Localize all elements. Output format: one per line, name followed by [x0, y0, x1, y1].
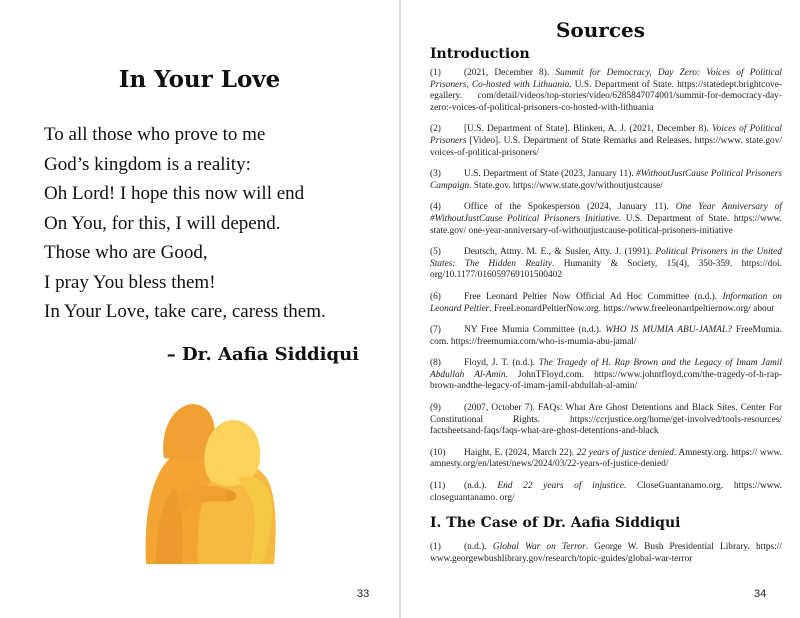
left-page — [0, 0, 399, 618]
section-heading: I. The Case of Dr. Aafia Siddiqui — [430, 515, 681, 531]
reference-item: (5) Deutsch, Attny. M. E., & Susler, Atty. J. (1991). Political Prisoners in the United States: The Hidden Reality. Humanity & Society, 15(4), 350-359. https://doi. org/10.1177/016059769101500402 — [430, 247, 782, 281]
reference-item: (1) (n.d.). Global War on Terror. George W. Bush Presidential Library. https:// www.georgewbushlibrary.gov/research/topic-guides/global-war-terror — [430, 542, 783, 564]
sources-title: Sources — [555, 18, 646, 42]
hand — [226, 491, 236, 501]
reference-item: (9) (2007, October 7). FAQs: What Are Ghost Detentions and Black Sites. Center For Constitutional Rights. https://ccrjustice.org/home/get-involved/tools-resources/ factsheetsand-faqs/faqs-what-are-ghost-detentions-and-black — [430, 403, 782, 437]
poem-line: In Your Love, take care, caress them. — [44, 301, 326, 322]
reference-item: (10) Haight, E. (2024, March 22). 22 years of justice denied. Amnesty.org. https:// www. amnesty.org/en/latest/news/2024/03/22-years-of-justice-denied/ — [430, 447, 782, 470]
reference-item: (8) Floyd, J. T. (n.d.). The Tragedy of H. Rap Brown and the Legacy of Imam Jamil Abdullah Al-Amin. JohnTFloyd.com. https://www.johntfloyd.com/the-tragedy-of-h-rap-brown-andthe-legacy-of-imam-jamil-abdullah-al-amin/ — [430, 358, 783, 392]
reference-list — [430, 68, 782, 514]
right-page — [401, 0, 800, 618]
poem-title: In Your Love — [118, 66, 281, 93]
reference-item: (2) [U.S. Department of State]. Blinken, A. J. (2021, December 8). Voices of Political Prisoners [Video]. U.S. Department of State Remarks and Releases. https://www. state.gov/ voices-of-political-prisoners/ — [430, 124, 782, 158]
poem-author: – Dr. Aafia Siddiqui — [166, 344, 359, 365]
poem-line: Oh Lord! I hope this now will end — [44, 183, 305, 204]
reference-item: (1) (2021, December 8). Summit for Democracy, Day Zero: Voices of Political Prisoners, Co-hosted with Lithuania. U.S. Department of State. https://statedept.brightcove-egallery. com/detail/videos/top-stories/video/6285847074001/summit-for-democracy-day-zero:-voices-of-political-prisoners-co-hosted-with-lithuania — [430, 68, 783, 113]
page-number: 34 — [754, 588, 767, 600]
poem-line: God’s kingdom is a reality: — [44, 153, 251, 175]
reference-item: (4) Office of the Spokesperson (2024, January 11). One Year Anniversary of #WithoutJustCause Political Prisoners Initiative. U.S. Department of State. https://www. state.gov/ one-year-anniversary-of-withoutjustcause-political-prisoners-initiative — [430, 202, 782, 236]
poem-line: To all those who prove to me — [44, 124, 266, 145]
reference-list — [430, 542, 782, 575]
poem-line: Those who are Good, — [44, 242, 208, 263]
poem — [44, 120, 326, 327]
poem-line: On You, for this, I will depend. — [44, 212, 281, 234]
reference-item: (3) U.S. Department of State (2023, January 11). #WithoutJustCause Political Prisoners Campaign. State.gov. https://www.state.gov/withoutjustcause/ — [430, 169, 782, 191]
section-heading: Introduction — [430, 46, 530, 62]
embracing-figures-illustration — [134, 398, 284, 564]
reference-item: (7) NY Free Mumia Committee (n.d.). WHO IS MUMIA ABU-JAMAL? FreeMumia. com. https://freemumia.com/who-is-mumia-abu-jamal/ — [430, 325, 782, 347]
page-number: 33 — [357, 588, 370, 600]
reference-item: (11) (n.d.). End 22 years of injustice. CloseGuantanamo.org. https://www. closeguantanamo. org/ — [430, 481, 782, 503]
poem-line: I pray You bless them! — [44, 271, 216, 293]
reference-item: (6) Free Leonard Peltier Now Official Ad Hoc Committee (n.d.). Information on Leonard Peltier. FreeLeonardPeltierNow.org. https://www.freeleonardpeltiernow.org/ about — [430, 291, 782, 314]
